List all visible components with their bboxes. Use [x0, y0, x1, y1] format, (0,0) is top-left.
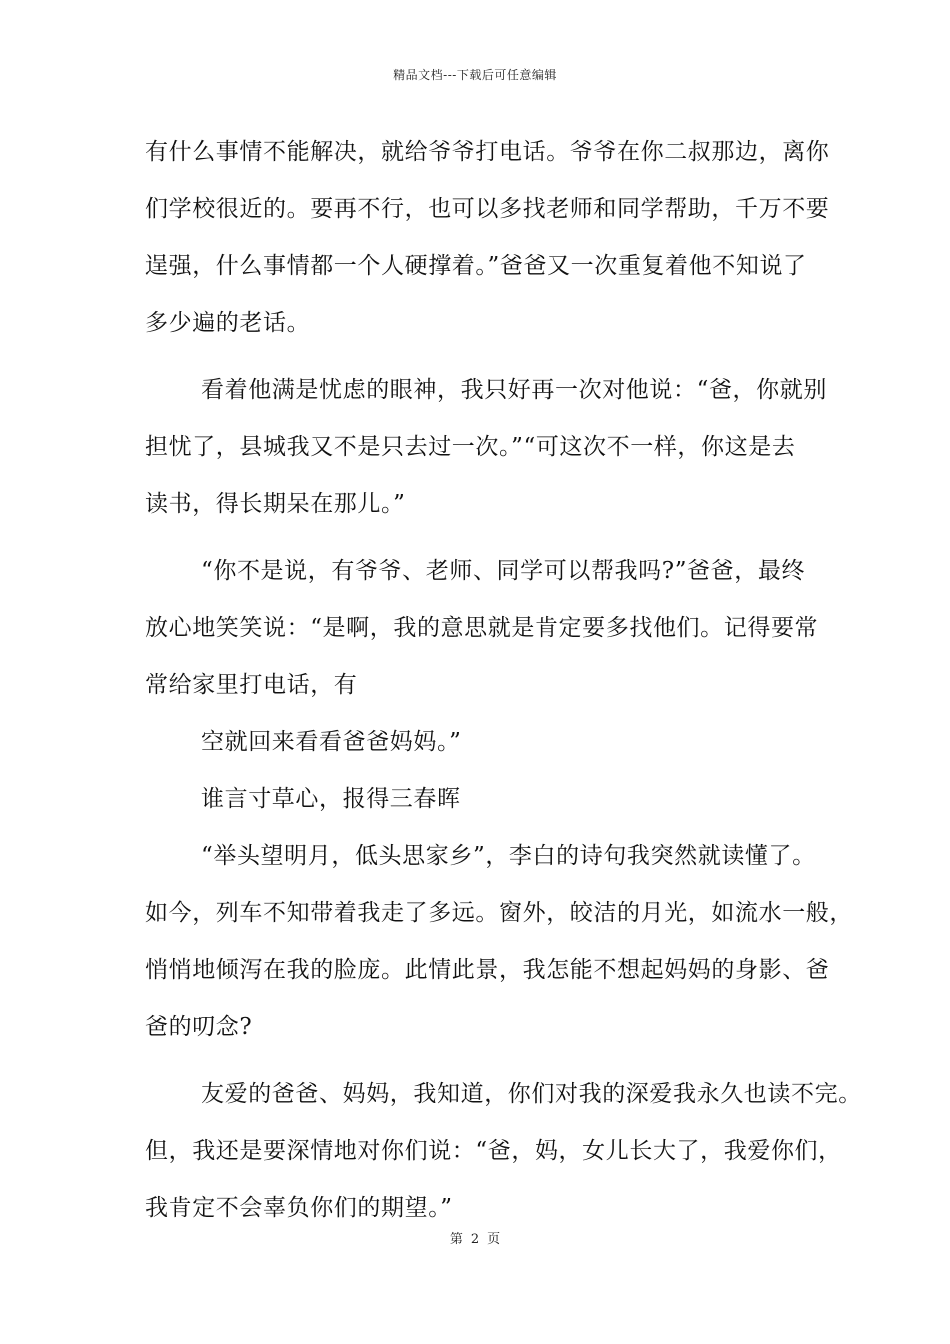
text-line: 常给家里打电话，有: [145, 672, 358, 698]
text-line: 们学校很近的。要再不行，也可以多找老师和同学帮助，千万不要: [145, 196, 830, 222]
text-line: 有什么事情不能解决，就给爷爷打电话。爷爷在你二叔那边，离你: [145, 139, 830, 165]
page-header: 精品文档---下载后可任意编辑: [393, 68, 557, 82]
text-line: 友爱的爸爸、妈妈，我知道，你们对我的深爱我永久也读不完。: [201, 1081, 862, 1107]
section-heading: 谁言寸草心，报得三春晖: [201, 786, 461, 812]
page-number-prefix: 第: [449, 1232, 463, 1247]
text-line: 悄悄地倾泻在我的脸庞。此情此景，我怎能不想起妈妈的身影、爸: [145, 957, 830, 983]
page-footer: [0, 1228, 950, 1247]
text-line: 多少遍的老话。: [145, 310, 311, 336]
text-line: 放心地笑笑说：“是啊，我的意思就是肯定要多找他们。记得要常: [145, 615, 819, 641]
document-body: [145, 130, 862, 1243]
text-line: 但，我还是要深情地对你们说：“爸，妈，女儿长大了，我爱你们，: [145, 1138, 842, 1164]
text-line: 爸的叨念?: [145, 1014, 253, 1040]
page-number-suffix: 页: [487, 1232, 501, 1247]
text-line: 如今，列车不知带着我走了多远。窗外，皎洁的月光，如流水一般，: [145, 900, 853, 926]
text-line: “你不是说，有爷爷、老师、同学可以帮我吗?”爸爸，最终: [201, 558, 806, 584]
text-line: 空就回来看看爸爸妈妈。”: [201, 729, 462, 755]
text-line: 担忧了，县城我又不是只去过一次。”“可这次不一样，你这是去: [145, 434, 796, 460]
text-line: “举头望明月，低头思家乡”，李白的诗句我突然就读懂了。: [201, 843, 816, 869]
text-line: 我肯定不会辜负你们的期望。”: [145, 1195, 453, 1221]
text-line: 读书，得长期呆在那儿。”: [145, 491, 406, 517]
page-number: 2: [470, 1232, 480, 1247]
text-line: 看着他满是忧虑的眼神，我只好再一次对他说：“爸，你就别: [201, 377, 827, 403]
text-line: 逞强，什么事情都一个人硬撑着。”爸爸又一次重复着他不知说了: [145, 253, 807, 279]
